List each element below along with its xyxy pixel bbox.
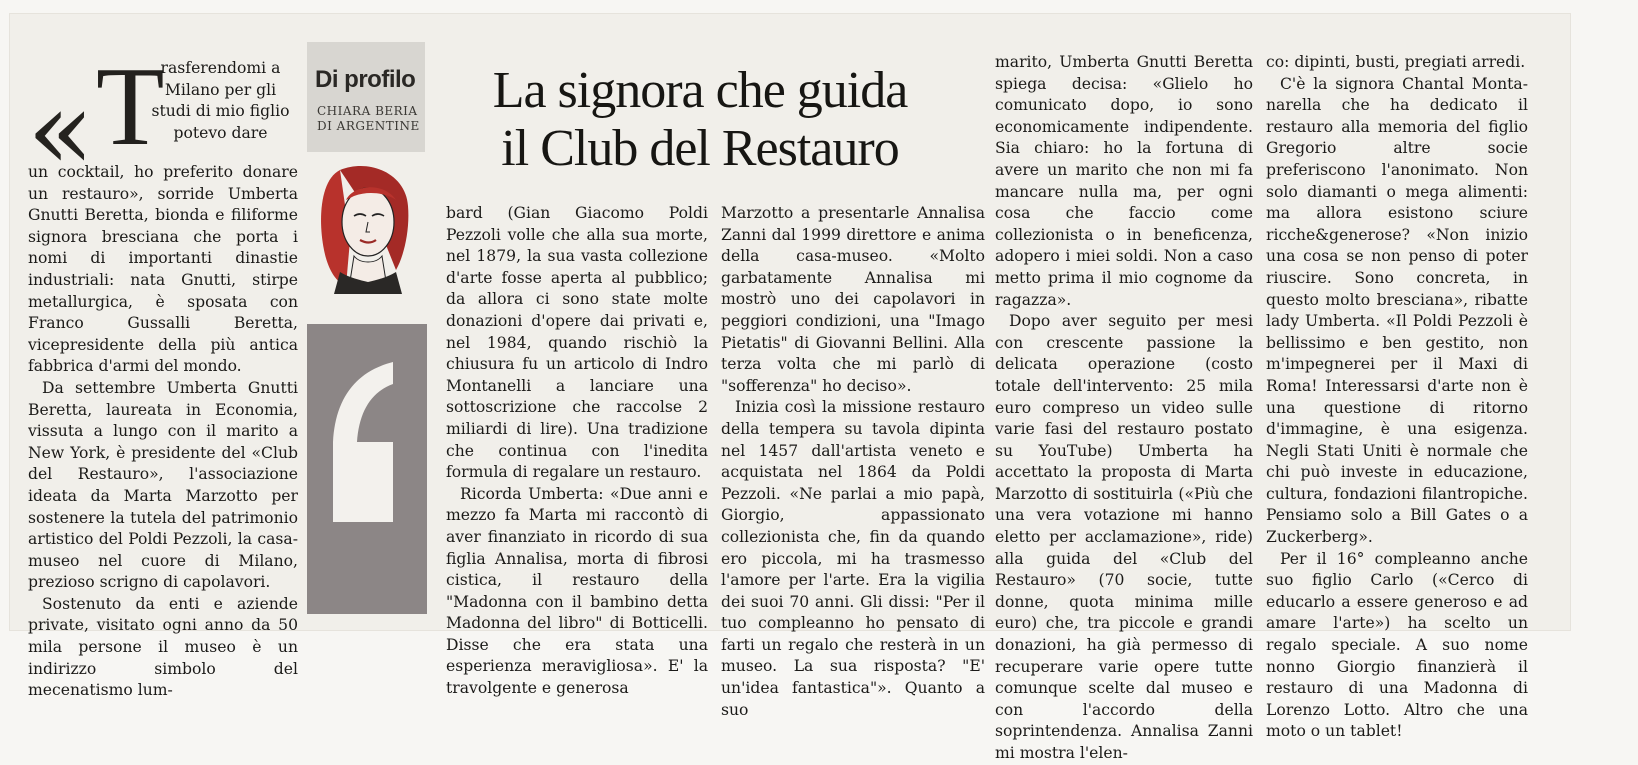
paragraph: Sostenuto da enti e aziende private, visitato ogni anno da 50 mila persone il museo è un indirizzo simbolo del mecenatismo lum- [28,594,298,700]
article-column-2 [446,203,708,700]
paragraph: Da settembre Umberta Gnutti Beretta, laureata in Economia, vissuta a lungo con il marito a New York, è presidente del «Club del Restauro», l'associazione ideata da Marta Marzotto per sostenere la tutela del patrimonio artistico del Poldi Pezzoli, la casa-museo nel cuore di Milano, prezioso scrigno di capolavori. [28,378,298,592]
paragraph: Ricorda Umberta: «Due anni e mezzo fa Marta mi raccontò di aver finanziato in ricordo di sua figlia Annalisa, morta di fibrosi cistica, il restauro della "Madonna con il bambino detta Madonna del libro" di Botticelli. Disse che era stata una esperienza meravigliosa». E' la travolgente e generosa [446,484,708,698]
paragraph: Per il 16° compleanno anche suo figlio Carlo («Cerco di educarlo a essere generoso e ad amare l'arte») ha scelto un regalo speciale. A suo nome nonno Giorgio finanzierà il restauro di una Madonna di Lorenzo Lotto. Altro che una moto o un tablet! [1266,549,1528,741]
article-column-3 [721,203,985,721]
quote-glyph-icon [313,352,413,552]
portrait-icon [310,160,422,294]
opening-quote-mark: « [27,66,95,194]
headline-line-2: il Club del Restauro [501,120,899,177]
headline [440,62,960,178]
section-heading: Di profilo [315,66,416,93]
article-column-5 [1266,52,1528,743]
paragraph: marito, Umberta Gnutti Beretta spiega decisa: «Glielo ho comunicato dopo, io sono economicamente indipendente. Sia chiaro: ho la fortuna di avere un marito che non mi fa mancare nulla ma, per ogni cosa che faccio come collezionista o in beneficenza, adopero i miei soldi. Non a caso metto prima il mio cognome da ragazza». [995,53,1253,309]
author-byline: CHIARA BERIA DI ARGENTINE [317,104,420,133]
paragraph: Dopo aver seguito per mesi con crescente passione la delicata operazione (costo totale dell'intervento: 25 mila euro compreso un video sulle varie fasi del restauro postato su YouTube) Umberta ha accettato la proposta di Marta Marzotto di sostituirla («Più che una vera votazione mi hanno eletto per acclamazione», ride) alla guida del «Club del Restauro» (70 socie, tutte donne, quota minima mille euro) che, tra piccole e grandi donazioni, ha già permesso di recuperare varie opere tutte comunque scelte dal museo e con l'accordo della soprintendenza. Annalisa Zanni mi mostra l'elen- [995,312,1253,762]
paragraph: co: dipinti, busti, pregiati arredi. [1266,53,1526,71]
article-column-4 [995,52,1253,765]
paragraph: rasferendomi a Milano per gli studi di mio figlio potevo dare [151,59,290,142]
paragraph: bard (Gian Giacomo Poldi Pezzoli volle che alla sua morte, nel 1879, la sua vasta collezione d'arte fosse aperta al pubblico; da allora ci sono state molte donazioni d'opere dai privati e, nel 1984, quando rischiò la chiusura fu un articolo di Indro Montanelli a lanciare una sottoscrizione che raccolse 2 miliardi di lire). Una tradizione che continua con l'inedita formula di regalare un restauro. [446,204,708,482]
profile-box [307,42,425,152]
headline-line-1: La signora che guida [492,62,908,119]
paragraph: C'è la signora Chantal Monta-narella che ha dedicato il restauro alla memoria del figlio Gregorio altre socie preferiscono l'anonimato. Non solo diamanti o mega alimenti: ma allora esistono sciure ricche&generose? «Non inizio una cosa se non penso di poter riuscire. Sono concreta, in questo molto bresciana», ribatte lady Umberta. «Il Poldi Pezzoli è bellissimo e ben gestito, non m'impegnerei per il Maxi di Roma! Interessarsi d'arte non è una questione di ritorno d'immagine, è una esigenza. Negli Stati Uniti è normale che chi può investe in educazione, cultura, fondazioni filantropiche. Pensiamo solo a Bill Gates o a Zuckerberg». [1266,74,1528,547]
paragraph: Inizia così la missione restauro della tempera su tavola dipinta nel 1457 dall'artista veneto e acquistata nel 1864 da Poldi Pezzoli. «Ne parlai a mio papà, Giorgio, appassionato collezionista che, fin da quando ero piccola, mi ha trasmesso l'amore per l'arte. Era la vigilia dei suoi 70 anni. Gli dissi: "Per il tuo compleanno ho pensato di farti un regalo che resterà in un museo. La sua risposta? "E' un'idea fantastica"». Quanto a suo [721,398,985,719]
paragraph: Marzotto a presentarle Annalisa Zanni dal 1999 direttore e anima della casa-museo. «Molto garbatamente Annalisa mi mostrò uno dei capolavori in peggiori condizioni, una "Imago Pietatis" di Giovanni Bellini. Alla terza volta che mi parlò di "sofferenza" ho deciso». [721,204,985,395]
paragraph: un cocktail, ho preferito donare un restauro», sorride Umberta Gnutti Beretta, bionda e filiforme signora bresciana che porta i nomi di importanti dinastie industriali: nata Gnutti, stirpe metallurgica, è sposata con Franco Gussalli Beretta, vicepresidente della più antica fabbrica d'armi del mondo. [28,163,298,376]
pull-quote-box [307,324,427,614]
article-column-1 [28,162,298,702]
article-column-1-drop [143,58,298,144]
drop-cap: T [96,45,165,169]
newspaper-clipping [10,14,1570,762]
author-portrait-illustration [310,160,422,294]
